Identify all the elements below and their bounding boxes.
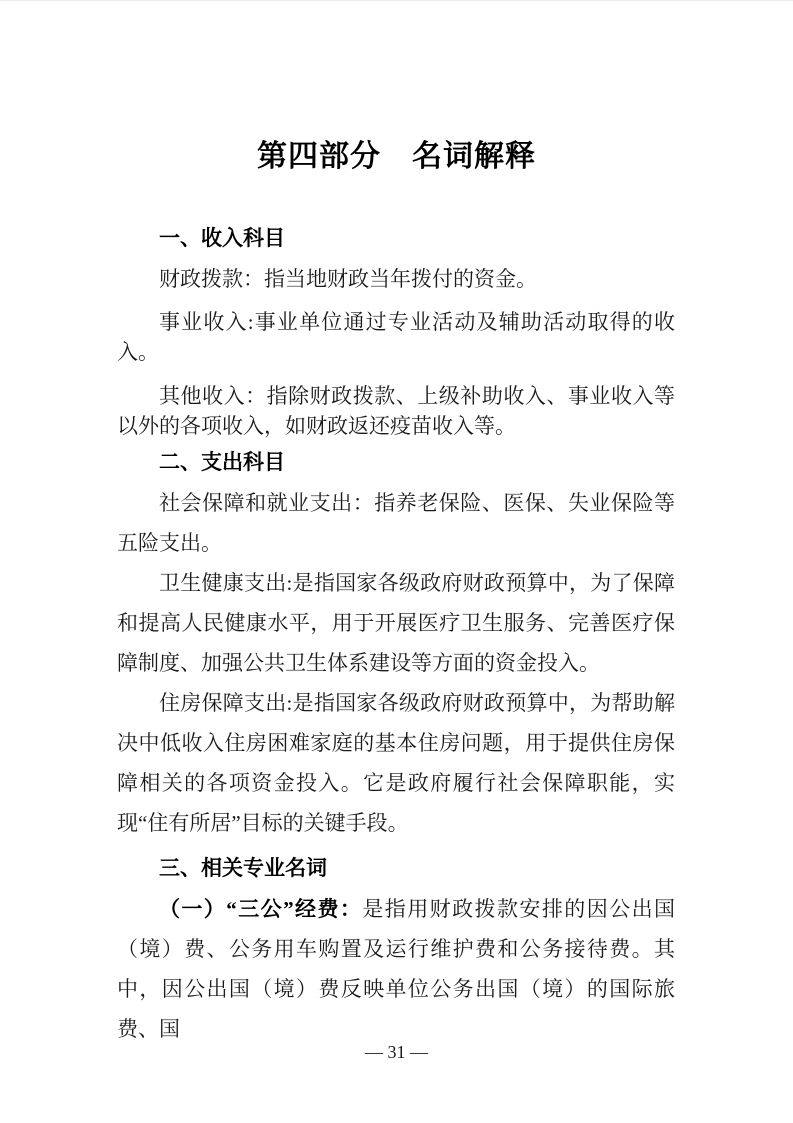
document-title: 第四部分 名词解释 xyxy=(257,140,536,173)
paragraph-health-expenditure: 卫生健康支出:是指国家各级政府财政预算中，为了保障和提高人民健康水平，用于开展医疗卫生服务、完善医疗保障制度、加强公共卫生体系建设等方面的资金投入。 xyxy=(117,571,675,675)
paragraph-lead-term: （一）“三公”经费： xyxy=(159,897,363,921)
section-heading-income: 一、收入科目 xyxy=(159,227,285,250)
paragraph-operating-income: 事业收入:事业单位通过专业活动及辅助活动取得的收入。 xyxy=(117,310,675,364)
section-heading-terms: 三、相关专业名词 xyxy=(159,857,327,880)
paragraph-social-security-expenditure: 社会保障和就业支出：指养老保险、医保、失业保险等五险支出。 xyxy=(117,491,675,555)
paragraph-fiscal-appropriation: 财政拨款：指当地财政当年拨付的资金。 xyxy=(159,267,537,291)
paragraph-three-public-funds xyxy=(117,889,675,1049)
paragraph-housing-expenditure: 住房保障支出:是指国家各级政府财政预算中，为帮助解决中低收入住房困难家庭的基本住房问题，用于提供住房保障相关的各项资金投入。它是政府履行社会保障职能，实现“住有所居”目标的关键手段。 xyxy=(117,691,675,835)
paragraph-other-income: 其他收入：指除财政拨款、上级补助收入、事业收入等以外的各项收入，如财政返还疫苗收入等。 xyxy=(117,384,675,438)
section-heading-expenditure: 二、支出科目 xyxy=(159,451,285,474)
page-number: — 31 — xyxy=(365,1042,428,1062)
document-body xyxy=(117,219,675,1049)
paragraph-lead-body: 是指用财政拨款安排的因公出国（境）费、公务用车购置及运行维护费和公务接待费。其中，因公出国（境）费反映单位公务出国（境）的国际旅费、国 xyxy=(117,897,676,1041)
